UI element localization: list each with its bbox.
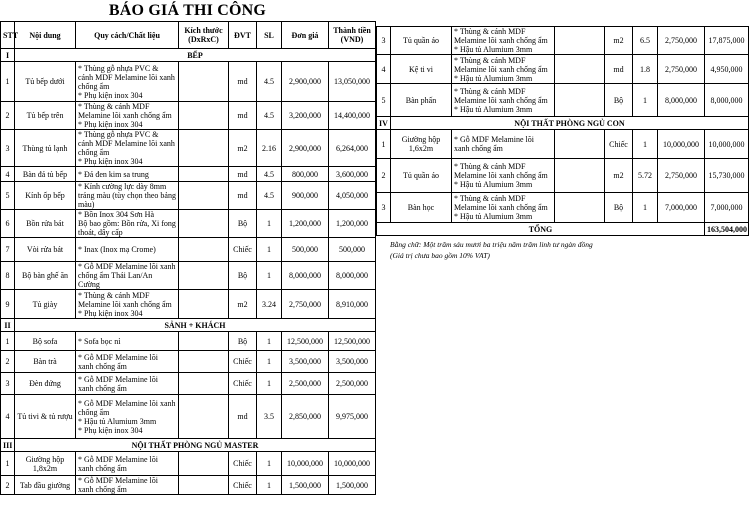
grand-total-value: 163,504,000 bbox=[705, 223, 749, 236]
row-total: 8,910,000 bbox=[329, 290, 376, 319]
row-spec bbox=[76, 290, 179, 319]
row-unit-price: 2,850,000 bbox=[282, 395, 329, 439]
row-stt: 5 bbox=[1, 182, 15, 210]
row-unit: md bbox=[229, 395, 257, 439]
row-size bbox=[555, 193, 605, 223]
row-qty: 1 bbox=[633, 130, 658, 159]
row-total: 14,400,000 bbox=[329, 102, 376, 130]
section-title: NỘI THẤT PHÒNG NGỦ MASTER bbox=[15, 439, 376, 452]
row-total: 8,000,000 bbox=[329, 262, 376, 290]
row-stt: 5 bbox=[377, 84, 391, 117]
section-row bbox=[1, 439, 376, 452]
row-unit: Chiếc bbox=[229, 373, 257, 395]
row-item-name: Tủ bếp trên bbox=[15, 102, 76, 130]
row-total: 17,875,000 bbox=[705, 27, 749, 55]
row-unit-price: 2,900,000 bbox=[282, 130, 329, 167]
row-unit: m2 bbox=[605, 159, 633, 193]
row-unit: md bbox=[229, 102, 257, 130]
section-id: I bbox=[1, 49, 15, 62]
row-spec bbox=[452, 193, 555, 223]
table-row bbox=[1, 210, 376, 238]
row-stt: 3 bbox=[1, 130, 15, 167]
section-row bbox=[1, 319, 376, 332]
row-unit-price: 1,500,000 bbox=[282, 476, 329, 495]
row-item-name: Tủ quần áo bbox=[391, 159, 452, 193]
spec-line: * Gỗ MDF Melamine lõi xanh bbox=[78, 262, 176, 271]
row-spec bbox=[452, 159, 555, 193]
spec-line: * Đá đen kim sa trung bbox=[78, 169, 149, 179]
vat-note: (Giá trị chưa bao gồm 10% VAT) bbox=[390, 251, 490, 260]
row-item-name: Bàn phấn bbox=[391, 84, 452, 117]
row-size bbox=[555, 84, 605, 117]
spec-line: chống ẩm Thái Lan/An Cường bbox=[78, 271, 153, 289]
row-unit: Chiếc bbox=[229, 476, 257, 495]
row-size bbox=[179, 332, 229, 351]
row-size bbox=[179, 373, 229, 395]
row-item-name: Tủ giày bbox=[15, 290, 76, 319]
grand-total-label: TỔNG bbox=[377, 223, 705, 236]
row-item-name: Tab đầu giường bbox=[15, 476, 76, 495]
row-size bbox=[555, 27, 605, 55]
row-unit: Chiếc bbox=[229, 452, 257, 476]
quote-table-left bbox=[0, 21, 376, 495]
table-row bbox=[1, 290, 376, 319]
row-qty: 5.72 bbox=[633, 159, 658, 193]
row-item-name: Tủ quần áo bbox=[391, 27, 452, 55]
row-unit-price: 3,200,000 bbox=[282, 102, 329, 130]
row-unit-price: 12,500,000 bbox=[282, 332, 329, 351]
spec-line: Melamine lõi xanh chống ẩm bbox=[454, 95, 548, 105]
row-unit: Bộ bbox=[229, 332, 257, 351]
row-size bbox=[179, 351, 229, 373]
row-qty: 4.5 bbox=[257, 182, 282, 210]
header-unit: ĐVT bbox=[229, 22, 257, 49]
section-row bbox=[1, 49, 376, 62]
row-unit-price: 500,000 bbox=[282, 238, 329, 262]
header-total: Thành tiền (VND) bbox=[329, 22, 376, 49]
row-size bbox=[179, 182, 229, 210]
row-size bbox=[555, 159, 605, 193]
row-spec bbox=[76, 238, 179, 262]
spec-line: * Kính cường lực dày 8mm bbox=[78, 182, 167, 191]
row-item-name: Kệ ti vi bbox=[391, 55, 452, 84]
row-total: 13,050,000 bbox=[329, 62, 376, 102]
row-unit-price: 2,750,000 bbox=[658, 27, 705, 55]
spec-line: cánh MDF Melamine lõi xanh bbox=[78, 139, 175, 148]
row-spec bbox=[452, 27, 555, 55]
row-item-name: Tủ bếp dưới bbox=[15, 62, 76, 102]
row-item-name: Bàn học bbox=[391, 193, 452, 223]
spec-line: Melamine lõi xanh chống ẩm bbox=[78, 111, 172, 120]
spec-line: * Gỗ MDF Melamine lõi bbox=[78, 352, 158, 362]
row-spec bbox=[76, 476, 179, 495]
row-stt: 8 bbox=[1, 262, 15, 290]
row-stt: 1 bbox=[1, 332, 15, 351]
row-unit-price: 800,000 bbox=[282, 167, 329, 182]
spec-line: * Thùng & cánh MDF bbox=[454, 86, 526, 96]
row-total: 6,264,000 bbox=[329, 130, 376, 167]
row-spec bbox=[76, 332, 179, 351]
row-item-name: Bộ sofa bbox=[15, 332, 76, 351]
row-unit: md bbox=[229, 167, 257, 182]
row-unit: Bộ bbox=[605, 193, 633, 223]
row-total: 1,500,000 bbox=[329, 476, 376, 495]
spec-line: * Hậu tủ Alumium 3mm bbox=[78, 416, 157, 426]
spec-line: * Gỗ MDF Melamine lõi bbox=[78, 374, 158, 384]
row-unit-price: 2,750,000 bbox=[658, 159, 705, 193]
row-item-name: Đèn đứng bbox=[15, 373, 76, 395]
row-spec bbox=[76, 102, 179, 130]
row-unit: Bộ bbox=[229, 262, 257, 290]
table-row bbox=[377, 159, 749, 193]
row-stt: 7 bbox=[1, 238, 15, 262]
table-row bbox=[1, 351, 376, 373]
row-item-name: Giường hộp 1,6x2m bbox=[391, 130, 452, 159]
row-qty: 1 bbox=[257, 332, 282, 351]
row-size bbox=[179, 102, 229, 130]
row-qty: 1 bbox=[257, 262, 282, 290]
row-qty: 1 bbox=[257, 210, 282, 238]
spec-line: * Hậu tủ Alumium 3mm bbox=[454, 104, 533, 114]
spec-line: * Hậu tủ Alumium 3mm bbox=[454, 73, 533, 83]
row-total: 500,000 bbox=[329, 238, 376, 262]
row-size bbox=[179, 130, 229, 167]
header-row bbox=[1, 22, 376, 49]
spec-line: màu) bbox=[78, 200, 95, 209]
spec-line: * Phụ kiện inox 304 bbox=[78, 120, 143, 129]
row-spec bbox=[76, 167, 179, 182]
spec-line: * Gỗ MDF Melamine lõi bbox=[454, 135, 534, 144]
header-size: Kích thước (DxRxC) bbox=[179, 22, 229, 49]
row-unit-price: 2,900,000 bbox=[282, 62, 329, 102]
row-size bbox=[179, 476, 229, 495]
row-stt: 1 bbox=[377, 130, 391, 159]
section-title: BẾP bbox=[15, 49, 376, 62]
row-total: 7,000,000 bbox=[705, 193, 749, 223]
row-total: 9,975,000 bbox=[329, 395, 376, 439]
row-qty: 4.5 bbox=[257, 62, 282, 102]
row-size bbox=[179, 395, 229, 439]
row-item-name: Giường hộp 1,8x2m bbox=[15, 452, 76, 476]
header-spec: Quy cách/Chất liệu bbox=[76, 22, 179, 49]
row-unit-price: 8,000,000 bbox=[282, 262, 329, 290]
spec-line: * Hậu tủ Alumium 3mm bbox=[454, 212, 533, 221]
row-stt: 4 bbox=[1, 167, 15, 182]
row-stt: 1 bbox=[1, 452, 15, 476]
row-stt: 1 bbox=[1, 62, 15, 102]
row-size bbox=[555, 55, 605, 84]
spec-line: * Phụ kiện inox 304 bbox=[78, 90, 143, 100]
spec-line: * Phụ kiện inox 304 bbox=[78, 308, 143, 318]
table-row bbox=[1, 332, 376, 351]
table-row bbox=[1, 262, 376, 290]
page-title: BÁO GIÁ THI CÔNG bbox=[108, 2, 267, 19]
row-item-name: Tủ tivi & tủ rượu bbox=[15, 395, 76, 439]
row-spec bbox=[452, 55, 555, 84]
spec-line: xanh chống ẩm bbox=[78, 361, 127, 371]
spec-line: Melamine lõi xanh chống ẩm bbox=[454, 64, 548, 74]
row-unit: md bbox=[229, 182, 257, 210]
row-unit: md bbox=[229, 62, 257, 102]
table-row bbox=[1, 373, 376, 395]
row-unit: Chiếc bbox=[229, 238, 257, 262]
row-stt: 2 bbox=[1, 476, 15, 495]
row-spec bbox=[76, 62, 179, 102]
row-size bbox=[179, 238, 229, 262]
row-spec bbox=[452, 84, 555, 117]
spec-line: * Thùng & cánh MDF bbox=[78, 102, 150, 111]
row-unit: Bộ bbox=[229, 210, 257, 238]
spec-line: chống ẩm bbox=[78, 407, 110, 417]
row-total: 3,600,000 bbox=[329, 167, 376, 182]
row-spec bbox=[76, 395, 179, 439]
row-item-name: Bộ bàn ghế ăn bbox=[15, 262, 76, 290]
spec-line: Melamine lõi xanh chống ẩm bbox=[454, 203, 548, 212]
header-content: Nội dung bbox=[15, 22, 76, 49]
spec-line: * Thùng & cánh MDF bbox=[454, 194, 526, 203]
row-size bbox=[179, 62, 229, 102]
row-stt: 2 bbox=[1, 351, 15, 373]
row-total: 10,000,000 bbox=[329, 452, 376, 476]
spec-line: chống ẩm bbox=[78, 148, 110, 157]
spec-line: * Inax (Inox mạ Crome) bbox=[78, 245, 156, 254]
table-row bbox=[377, 27, 749, 55]
row-total: 4,050,000 bbox=[329, 182, 376, 210]
row-qty: 1 bbox=[633, 193, 658, 223]
section-id: III bbox=[1, 439, 15, 452]
row-item-name: Bàn trà bbox=[15, 351, 76, 373]
spec-line: * Thùng & cánh MDF bbox=[78, 290, 150, 300]
spec-line: Bộ bao gồm: Bồn rửa, Xi fong bbox=[78, 219, 176, 228]
table-row bbox=[1, 130, 376, 167]
table-row bbox=[1, 452, 376, 476]
row-size bbox=[179, 167, 229, 182]
row-total: 15,730,000 bbox=[705, 159, 749, 193]
row-spec bbox=[76, 130, 179, 167]
row-total: 1,200,000 bbox=[329, 210, 376, 238]
row-total: 2,500,000 bbox=[329, 373, 376, 395]
row-qty: 1 bbox=[257, 238, 282, 262]
spec-line: xanh chống ẩm bbox=[78, 383, 127, 393]
spec-line: xanh chống ẩm bbox=[454, 144, 503, 153]
row-unit-price: 2,750,000 bbox=[282, 290, 329, 319]
table-row bbox=[1, 102, 376, 130]
row-stt: 2 bbox=[377, 159, 391, 193]
table-row bbox=[1, 476, 376, 495]
spec-line: * Phụ kiện inox 304 bbox=[78, 425, 143, 435]
row-total: 3,500,000 bbox=[329, 351, 376, 373]
row-qty: 4.5 bbox=[257, 102, 282, 130]
table-row bbox=[1, 62, 376, 102]
row-qty: 1 bbox=[257, 452, 282, 476]
row-unit: Chiếc bbox=[605, 130, 633, 159]
spec-line: thoát, dây cấp bbox=[78, 228, 123, 237]
spec-line: * Gỗ MDF Melamine lõi xanh bbox=[78, 398, 176, 408]
row-stt: 3 bbox=[377, 193, 391, 223]
row-qty: 1 bbox=[257, 351, 282, 373]
spec-line: xanh chống ẩm bbox=[78, 485, 127, 494]
row-spec bbox=[452, 130, 555, 159]
spec-line: xanh chống ẩm bbox=[78, 463, 127, 473]
section-title: NỘI THẤT PHÒNG NGỦ CON bbox=[391, 117, 749, 130]
row-size bbox=[179, 452, 229, 476]
spec-line: * Sofa bọc nỉ bbox=[78, 336, 121, 346]
table-row bbox=[377, 193, 749, 223]
grand-total-row bbox=[377, 223, 749, 236]
spec-line: * Hậu tủ Alumium 3mm bbox=[454, 180, 533, 189]
row-unit-price: 2,750,000 bbox=[658, 55, 705, 84]
spec-line: tráng màu (tùy chọn theo bảng bbox=[78, 191, 176, 200]
row-stt: 4 bbox=[1, 395, 15, 439]
row-item-name: Kính ốp bếp bbox=[15, 182, 76, 210]
row-unit: Chiếc bbox=[229, 351, 257, 373]
spec-line: * Gỗ MDF Melamine lõi bbox=[78, 454, 158, 464]
quote-table-right bbox=[376, 26, 749, 236]
section-id: II bbox=[1, 319, 15, 332]
spec-line: Melamine lõi xanh chống ẩm bbox=[454, 36, 548, 45]
row-unit: md bbox=[605, 55, 633, 84]
row-unit-price: 7,000,000 bbox=[658, 193, 705, 223]
spec-line: * Thùng gỗ nhựa PVC & bbox=[78, 63, 159, 73]
row-qty: 6.5 bbox=[633, 27, 658, 55]
row-stt: 3 bbox=[377, 27, 391, 55]
row-qty: 3.5 bbox=[257, 395, 282, 439]
row-size bbox=[179, 262, 229, 290]
row-unit-price: 3,500,000 bbox=[282, 351, 329, 373]
row-stt: 6 bbox=[1, 210, 15, 238]
row-unit: m2 bbox=[229, 130, 257, 167]
row-unit: m2 bbox=[605, 27, 633, 55]
row-qty: 1 bbox=[257, 373, 282, 395]
section-title: SẢNH + KHÁCH bbox=[15, 319, 376, 332]
row-unit-price: 1,200,000 bbox=[282, 210, 329, 238]
spec-line: * Gỗ MDF Melamine lõi bbox=[78, 476, 158, 485]
table-row bbox=[1, 238, 376, 262]
header-price: Đơn giá bbox=[282, 22, 329, 49]
header-qty: SL bbox=[257, 22, 282, 49]
row-item-name: Thùng tủ lạnh bbox=[15, 130, 76, 167]
table-row bbox=[1, 395, 376, 439]
row-spec bbox=[76, 262, 179, 290]
spec-line: chống ẩm bbox=[78, 81, 110, 91]
row-unit-price: 10,000,000 bbox=[658, 130, 705, 159]
row-stt: 2 bbox=[1, 102, 15, 130]
table-row bbox=[377, 130, 749, 159]
row-qty: 1.8 bbox=[633, 55, 658, 84]
row-unit: m2 bbox=[229, 290, 257, 319]
row-unit-price: 8,000,000 bbox=[658, 84, 705, 117]
row-total: 8,000,000 bbox=[705, 84, 749, 117]
spec-line: * Hậu tủ Alumium 3mm bbox=[454, 45, 533, 54]
spec-line: * Bồn Inox 304 Sơn Hà bbox=[78, 210, 155, 219]
table-row bbox=[1, 167, 376, 182]
row-spec bbox=[76, 452, 179, 476]
section-id: IV bbox=[377, 117, 391, 130]
spec-line: Melamine lõi xanh chống ẩm bbox=[454, 171, 548, 180]
row-spec bbox=[76, 351, 179, 373]
spec-line: * Thùng & cánh MDF bbox=[454, 27, 526, 36]
row-qty: 2.16 bbox=[257, 130, 282, 167]
row-item-name: Bồn rửa bát bbox=[15, 210, 76, 238]
row-unit: Bộ bbox=[605, 84, 633, 117]
section-row bbox=[377, 117, 749, 130]
row-item-name: Bàn đá tủ bếp bbox=[15, 167, 76, 182]
spec-line: * Thùng & cánh MDF bbox=[454, 55, 526, 65]
row-total: 12,500,000 bbox=[329, 332, 376, 351]
spec-line: Melamine lõi xanh chống ẩm bbox=[78, 299, 172, 309]
row-stt: 9 bbox=[1, 290, 15, 319]
row-qty: 1 bbox=[257, 476, 282, 495]
row-qty: 1 bbox=[633, 84, 658, 117]
row-size bbox=[555, 130, 605, 159]
row-stt: 3 bbox=[1, 373, 15, 395]
spec-line: * Phụ kiện inox 304 bbox=[78, 157, 143, 166]
row-qty: 4.5 bbox=[257, 167, 282, 182]
amount-in-words: Bằng chữ: Một trăm sáu mươi ba triệu năm trăm linh tư ngàn đồng bbox=[390, 240, 593, 249]
table-row bbox=[1, 182, 376, 210]
header-stt: STT bbox=[1, 22, 15, 49]
row-spec bbox=[76, 373, 179, 395]
row-spec bbox=[76, 210, 179, 238]
row-spec bbox=[76, 182, 179, 210]
row-total: 10,000,000 bbox=[705, 130, 749, 159]
row-unit-price: 10,000,000 bbox=[282, 452, 329, 476]
table-row bbox=[377, 55, 749, 84]
spec-line: * Thùng & cánh MDF bbox=[454, 162, 526, 171]
row-qty: 3.24 bbox=[257, 290, 282, 319]
spec-line: * Thùng gỗ nhựa PVC & bbox=[78, 130, 159, 139]
row-size bbox=[179, 210, 229, 238]
row-unit-price: 900,000 bbox=[282, 182, 329, 210]
row-total: 4,950,000 bbox=[705, 55, 749, 84]
table-row bbox=[377, 84, 749, 117]
row-unit-price: 2,500,000 bbox=[282, 373, 329, 395]
row-item-name: Vòi rửa bát bbox=[15, 238, 76, 262]
spec-line: cánh MDF Melamine lõi xanh bbox=[78, 72, 175, 82]
row-size bbox=[179, 290, 229, 319]
row-stt: 4 bbox=[377, 55, 391, 84]
